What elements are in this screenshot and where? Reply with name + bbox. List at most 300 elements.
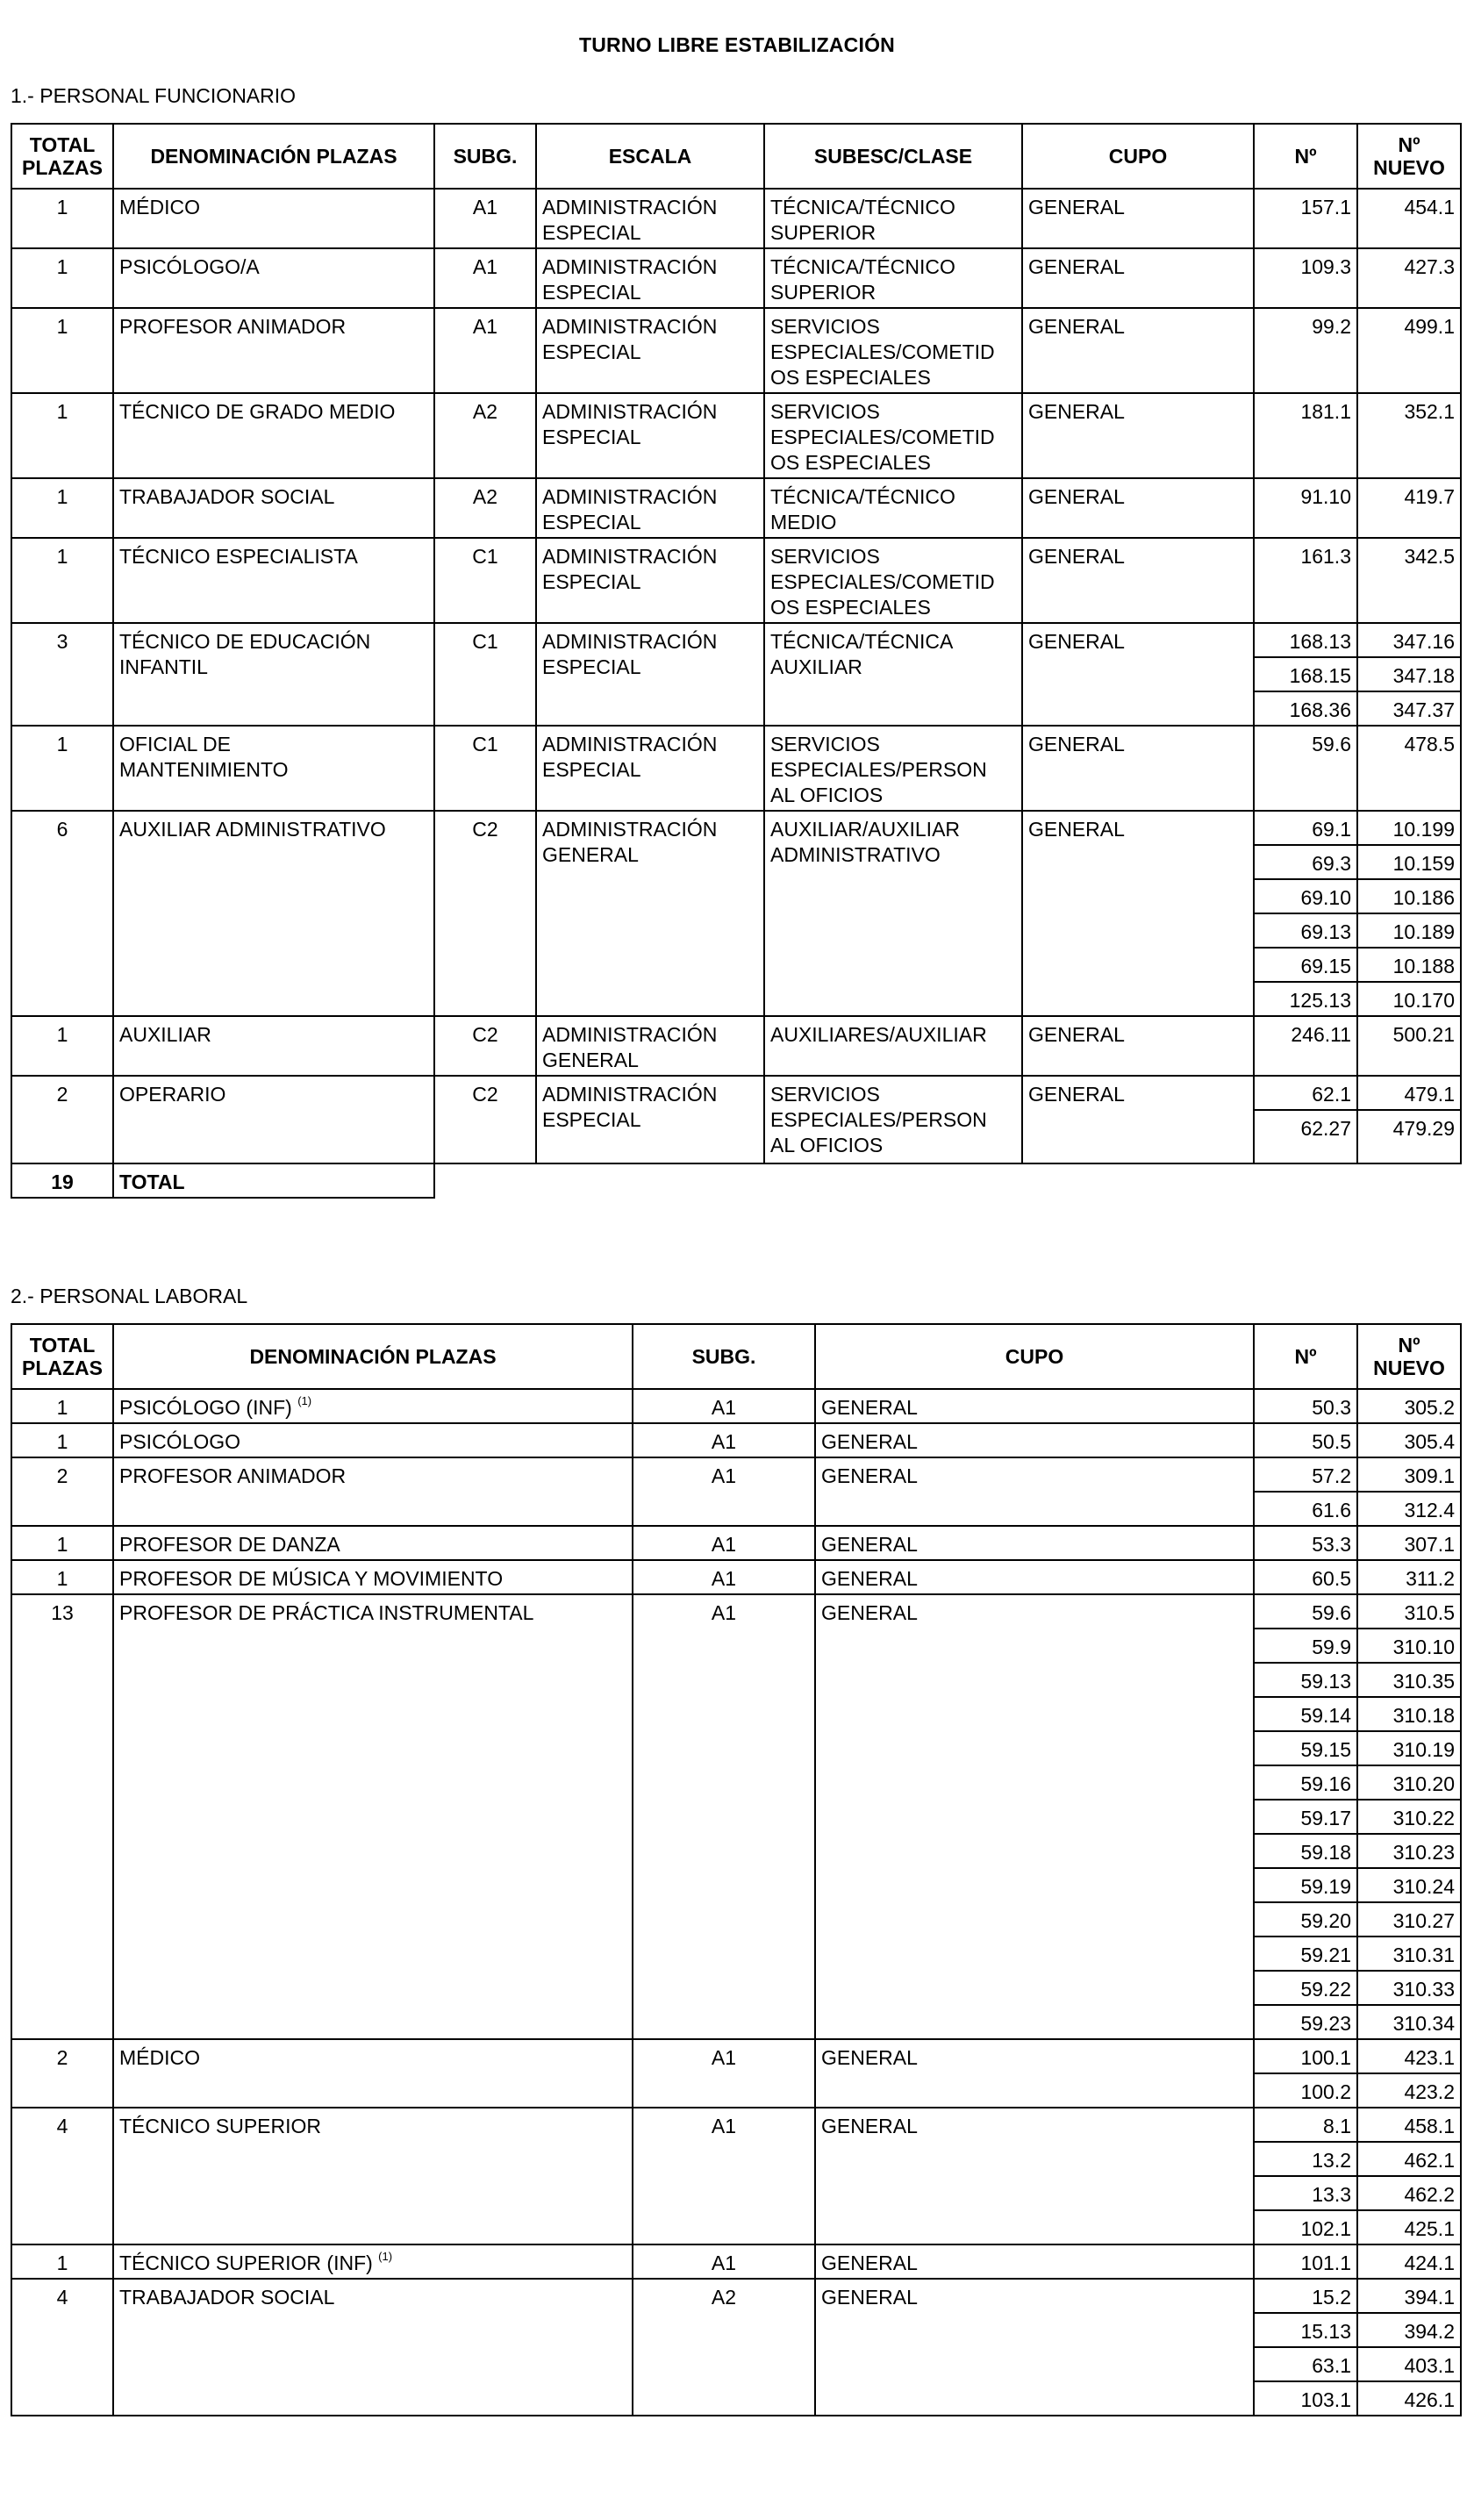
numero-cell: 100.2	[1254, 2073, 1357, 2108]
escala-cell	[536, 811, 764, 1016]
numero-cell: 15.13	[1254, 2313, 1357, 2347]
total-label-cell: TOTAL	[113, 1163, 434, 1198]
numero-cell: 69.10	[1254, 879, 1357, 913]
denominacion-cell: TÉCNICO ESPECIALISTA	[113, 538, 434, 623]
numero-nuevo-cell: 310.31	[1357, 1937, 1461, 1971]
numero-cell: 15.2	[1254, 2279, 1357, 2313]
cupo-cell: GENERAL	[1022, 538, 1254, 623]
numero-nuevo-cell: 419.7	[1357, 478, 1461, 538]
cell-line: MEDIO	[770, 511, 837, 533]
denominacion-text: TRABAJADOR SOCIAL	[119, 2286, 335, 2309]
numero-cell: 59.17	[1254, 1800, 1357, 1834]
cell-line: AUXILIAR	[770, 655, 862, 678]
table-row	[11, 2039, 1461, 2073]
numero-cell: 53.3	[1254, 1526, 1357, 1560]
subgrupo-cell: C1	[434, 726, 536, 811]
numero-cell: 181.1	[1254, 393, 1357, 478]
cupo-cell: GENERAL	[815, 2108, 1254, 2244]
subgrupo-cell: A2	[434, 393, 536, 478]
escala-cell	[536, 726, 764, 811]
laboral-table-body	[11, 1389, 1461, 2416]
numero-cell: 102.1	[1254, 2210, 1357, 2244]
cell-line: ESPECIAL	[542, 426, 641, 448]
numero-cell: 59.14	[1254, 1697, 1357, 1731]
cell-line: AUXILIAR/AUXILIAR	[770, 818, 961, 841]
cell-line: ADMINISTRACIÓN	[542, 196, 718, 218]
denominacion-text: TÉCNICO SUPERIOR	[119, 2115, 322, 2137]
cell-line: ESPECIAL	[542, 655, 641, 678]
subescala-cell	[764, 538, 1022, 623]
denominacion-cell	[113, 1560, 633, 1594]
table-header-row	[11, 1324, 1461, 1389]
header-numero: Nº	[1254, 1324, 1357, 1389]
subgrupo-cell: A1	[633, 1560, 815, 1594]
funcionario-table-body	[11, 189, 1461, 1198]
subescala-cell	[764, 623, 1022, 726]
numero-cell: 62.27	[1254, 1110, 1357, 1163]
numero-nuevo-cell: 307.1	[1357, 1526, 1461, 1560]
subgrupo-cell: C1	[434, 623, 536, 726]
header-cupo: CUPO	[815, 1324, 1254, 1389]
cell-line: SERVICIOS	[770, 400, 880, 423]
denominacion-cell	[113, 1594, 633, 2039]
numero-cell: 69.3	[1254, 845, 1357, 879]
cupo-cell: GENERAL	[815, 2279, 1254, 2416]
table-row	[11, 2108, 1461, 2142]
total-plazas-cell: 1	[11, 1560, 113, 1594]
denominacion-cell: TÉCNICO DE GRADO MEDIO	[113, 393, 434, 478]
subgrupo-cell: A2	[633, 2279, 815, 2416]
numero-nuevo-cell: 10.159	[1357, 845, 1461, 879]
subescala-cell	[764, 811, 1022, 1016]
cell-line: ADMINISTRACIÓN	[542, 485, 718, 508]
laboral-table	[11, 1323, 1462, 2416]
escala-cell	[536, 623, 764, 726]
numero-cell: 59.13	[1254, 1663, 1357, 1697]
numero-cell: 101.1	[1254, 2244, 1357, 2279]
header-total-plazas: TOTAL PLAZAS	[11, 124, 113, 189]
total-plazas-cell: 3	[11, 623, 113, 726]
total-plazas-cell: 2	[11, 1076, 113, 1163]
numero-cell: 59.20	[1254, 1902, 1357, 1937]
cell-line: GENERAL	[542, 1049, 639, 1071]
header-numero-nuevo: Nº NUEVO	[1357, 124, 1461, 189]
cell-line: OS ESPECIALES	[770, 451, 931, 474]
total-plazas-cell: 1	[11, 189, 113, 248]
table-row	[11, 1389, 1461, 1423]
table-row	[11, 189, 1461, 248]
total-value-cell: 19	[11, 1163, 113, 1198]
numero-cell: 100.1	[1254, 2039, 1357, 2073]
numero-nuevo-cell: 394.2	[1357, 2313, 1461, 2347]
total-plazas-cell: 1	[11, 1423, 113, 1457]
denominacion-cell	[113, 1457, 633, 1526]
numero-nuevo-cell: 423.1	[1357, 2039, 1461, 2073]
table-row	[11, 393, 1461, 478]
footnote-marker: (1)	[297, 1394, 312, 1408]
subescala-cell	[764, 393, 1022, 478]
numero-cell: 61.6	[1254, 1492, 1357, 1526]
total-plazas-cell: 1	[11, 726, 113, 811]
total-plazas-cell: 1	[11, 1016, 113, 1076]
cell-line: ADMINISTRACIÓN	[542, 400, 718, 423]
numero-cell: 157.1	[1254, 189, 1357, 248]
cell-line: SERVICIOS	[770, 315, 880, 338]
escala-cell	[536, 189, 764, 248]
denominacion-cell: PSICÓLOGO/A	[113, 248, 434, 308]
table-row	[11, 726, 1461, 811]
cupo-cell: GENERAL	[1022, 478, 1254, 538]
cell-line: ESPECIALES/COMETID	[770, 426, 995, 448]
numero-nuevo-cell: 310.18	[1357, 1697, 1461, 1731]
cell-line: ESPECIAL	[542, 570, 641, 593]
numero-nuevo-cell: 454.1	[1357, 189, 1461, 248]
cupo-cell: GENERAL	[1022, 189, 1254, 248]
cupo-cell: GENERAL	[815, 2039, 1254, 2108]
document-title: TURNO LIBRE ESTABILIZACIÓN	[579, 33, 895, 56]
cell-line: ESPECIAL	[542, 1108, 641, 1131]
cell-line: GENERAL	[542, 843, 639, 866]
cupo-cell: GENERAL	[1022, 811, 1254, 1016]
numero-cell: 59.18	[1254, 1834, 1357, 1868]
numero-cell: 161.3	[1254, 538, 1357, 623]
escala-cell	[536, 538, 764, 623]
numero-nuevo-cell: 478.5	[1357, 726, 1461, 811]
cupo-cell: GENERAL	[815, 1423, 1254, 1457]
numero-cell: 59.16	[1254, 1765, 1357, 1800]
numero-nuevo-cell: 10.170	[1357, 982, 1461, 1016]
numero-nuevo-cell: 309.1	[1357, 1457, 1461, 1492]
cell-line: ESPECIAL	[542, 511, 641, 533]
cell-line: INFANTIL	[119, 655, 208, 678]
subgrupo-cell: A1	[434, 248, 536, 308]
numero-nuevo-cell: 479.1	[1357, 1076, 1461, 1110]
numero-cell: 246.11	[1254, 1016, 1357, 1076]
cupo-cell: GENERAL	[815, 1457, 1254, 1526]
numero-cell: 103.1	[1254, 2381, 1357, 2416]
header-denominacion: DENOMINACIÓN PLAZAS	[113, 1324, 633, 1389]
numero-nuevo-cell: 10.199	[1357, 811, 1461, 845]
cell-line: ADMINISTRACIÓN	[542, 818, 718, 841]
header-cupo: CUPO	[1022, 124, 1254, 189]
numero-nuevo-cell: 310.35	[1357, 1663, 1461, 1697]
cell-line: ADMINISTRACIÓN	[542, 630, 718, 653]
cell-line: SUPERIOR	[770, 221, 877, 244]
numero-nuevo-cell: 394.1	[1357, 2279, 1461, 2313]
numero-nuevo-cell: 310.23	[1357, 1834, 1461, 1868]
empty-cell	[434, 1163, 536, 1198]
table-row	[11, 1594, 1461, 1629]
total-plazas-cell: 13	[11, 1594, 113, 2039]
cupo-cell: GENERAL	[815, 1389, 1254, 1423]
table-row	[11, 538, 1461, 623]
cell-line: ADMINISTRACIÓN	[542, 733, 718, 755]
empty-cell	[764, 1163, 1022, 1198]
numero-nuevo-cell: 500.21	[1357, 1016, 1461, 1076]
cell-line: ESPECIAL	[542, 221, 641, 244]
numero-nuevo-cell: 342.5	[1357, 538, 1461, 623]
table-row	[11, 1560, 1461, 1594]
cell-line: ESPECIALES/PERSON	[770, 758, 987, 781]
subgrupo-cell: C1	[434, 538, 536, 623]
cell-line: SERVICIOS	[770, 1083, 880, 1106]
numero-cell: 69.15	[1254, 948, 1357, 982]
numero-nuevo-cell: 499.1	[1357, 308, 1461, 393]
subgrupo-cell: A1	[633, 1389, 815, 1423]
subgrupo-cell: A2	[434, 478, 536, 538]
numero-cell: 13.2	[1254, 2142, 1357, 2176]
numero-nuevo-cell: 479.29	[1357, 1110, 1461, 1163]
numero-nuevo-cell: 310.20	[1357, 1765, 1461, 1800]
empty-cell	[1254, 1163, 1357, 1198]
denominacion-cell	[113, 726, 434, 811]
numero-nuevo-cell: 310.22	[1357, 1800, 1461, 1834]
header-subgrupo: SUBG.	[434, 124, 536, 189]
denominacion-text: PROFESOR DE DANZA	[119, 1533, 340, 1556]
subescala-cell	[764, 189, 1022, 248]
numero-cell: 57.2	[1254, 1457, 1357, 1492]
subescala-cell	[764, 248, 1022, 308]
cell-line: AUXILIARES/AUXILIAR	[770, 1023, 987, 1046]
numero-cell: 59.22	[1254, 1971, 1357, 2005]
empty-cell	[1022, 1163, 1254, 1198]
numero-cell: 109.3	[1254, 248, 1357, 308]
numero-nuevo-cell: 425.1	[1357, 2210, 1461, 2244]
subgrupo-cell: A1	[633, 1457, 815, 1526]
numero-cell: 59.19	[1254, 1868, 1357, 1902]
subgrupo-cell: A1	[633, 1594, 815, 2039]
cupo-cell: GENERAL	[815, 1560, 1254, 1594]
numero-cell: 59.23	[1254, 2005, 1357, 2039]
table-row	[11, 1076, 1461, 1110]
subescala-cell	[764, 726, 1022, 811]
footnote-marker: (1)	[378, 2250, 393, 2264]
numero-cell: 59.6	[1254, 726, 1357, 811]
subescala-cell	[764, 478, 1022, 538]
numero-cell: 69.13	[1254, 913, 1357, 948]
numero-nuevo-cell: 310.27	[1357, 1902, 1461, 1937]
numero-cell: 125.13	[1254, 982, 1357, 1016]
numero-nuevo-cell: 10.188	[1357, 948, 1461, 982]
cell-line: TÉCNICA/TÉCNICO	[770, 255, 955, 278]
cupo-cell: GENERAL	[1022, 726, 1254, 811]
subgrupo-cell: A1	[633, 1423, 815, 1457]
cell-line: TÉCNICO DE EDUCACIÓN	[119, 630, 371, 653]
header-subgrupo: SUBG.	[633, 1324, 815, 1389]
numero-cell: 62.1	[1254, 1076, 1357, 1110]
numero-cell: 59.15	[1254, 1731, 1357, 1765]
denominacion-cell	[113, 2108, 633, 2244]
subgrupo-cell: C2	[434, 811, 536, 1016]
numero-cell: 168.15	[1254, 657, 1357, 691]
table-row	[11, 2279, 1461, 2313]
section-1-heading: 1.- PERSONAL FUNCIONARIO	[11, 84, 297, 107]
cell-line: SERVICIOS	[770, 733, 880, 755]
numero-nuevo-cell: 310.24	[1357, 1868, 1461, 1902]
numero-cell: 59.9	[1254, 1629, 1357, 1663]
denominacion-cell	[113, 2279, 633, 2416]
numero-nuevo-cell: 352.1	[1357, 393, 1461, 478]
section-2-heading: 2.- PERSONAL LABORAL	[11, 1285, 248, 1307]
denominacion-cell	[113, 2039, 633, 2108]
cell-line: ESPECIAL	[542, 281, 641, 304]
cell-line: TÉCNICA/TÉCNICO	[770, 485, 955, 508]
denominacion-cell: OPERARIO	[113, 1076, 434, 1163]
subgrupo-cell: A1	[434, 189, 536, 248]
numero-nuevo-cell: 310.34	[1357, 2005, 1461, 2039]
cupo-cell: GENERAL	[1022, 248, 1254, 308]
numero-cell: 91.10	[1254, 478, 1357, 538]
total-plazas-cell: 1	[11, 2244, 113, 2279]
escala-cell	[536, 1016, 764, 1076]
denominacion-text: PSICÓLOGO	[119, 1430, 241, 1453]
cupo-cell: GENERAL	[815, 1594, 1254, 2039]
table-row	[11, 248, 1461, 308]
numero-cell: 60.5	[1254, 1560, 1357, 1594]
numero-nuevo-cell: 427.3	[1357, 248, 1461, 308]
total-plazas-cell: 4	[11, 2108, 113, 2244]
numero-nuevo-cell: 10.186	[1357, 879, 1461, 913]
subgrupo-cell: A1	[633, 2244, 815, 2279]
subgrupo-cell: A1	[633, 2108, 815, 2244]
cell-line: ESPECIAL	[542, 758, 641, 781]
numero-cell: 59.21	[1254, 1937, 1357, 1971]
table-row	[11, 811, 1461, 845]
numero-nuevo-cell: 10.189	[1357, 913, 1461, 948]
subescala-cell	[764, 1076, 1022, 1163]
subgrupo-cell: C2	[434, 1016, 536, 1076]
denominacion-text: MÉDICO	[119, 2046, 200, 2069]
numero-nuevo-cell: 311.2	[1357, 1560, 1461, 1594]
escala-cell	[536, 308, 764, 393]
cell-line: OS ESPECIALES	[770, 596, 931, 619]
subgrupo-cell: A1	[633, 2039, 815, 2108]
denominacion-cell	[113, 1423, 633, 1457]
subgrupo-cell: C2	[434, 1076, 536, 1163]
cell-line: TÉCNICA/TÉCNICA	[770, 630, 954, 653]
total-plazas-cell: 4	[11, 2279, 113, 2416]
subescala-cell	[764, 1016, 1022, 1076]
numero-cell: 13.3	[1254, 2176, 1357, 2210]
header-total-plazas: TOTAL PLAZAS	[11, 1324, 113, 1389]
table-row	[11, 478, 1461, 538]
escala-cell	[536, 248, 764, 308]
table-row	[11, 1457, 1461, 1492]
numero-nuevo-cell: 426.1	[1357, 2381, 1461, 2416]
denominacion-cell: AUXILIAR	[113, 1016, 434, 1076]
numero-nuevo-cell: 424.1	[1357, 2244, 1461, 2279]
cell-line: ADMINISTRACIÓN	[542, 255, 718, 278]
cupo-cell: GENERAL	[1022, 393, 1254, 478]
cupo-cell: GENERAL	[815, 2244, 1254, 2279]
table-row	[11, 1526, 1461, 1560]
numero-nuevo-cell: 403.1	[1357, 2347, 1461, 2381]
total-plazas-cell: 1	[11, 478, 113, 538]
total-plazas-cell: 1	[11, 393, 113, 478]
cell-line: AL OFICIOS	[770, 1134, 884, 1156]
cell-line: MANTENIMIENTO	[119, 758, 289, 781]
numero-nuevo-cell: 347.18	[1357, 657, 1461, 691]
table-row	[11, 1423, 1461, 1457]
numero-cell: 99.2	[1254, 308, 1357, 393]
total-plazas-cell: 2	[11, 2039, 113, 2108]
denominacion-cell	[113, 623, 434, 726]
subescala-cell	[764, 308, 1022, 393]
table-row	[11, 623, 1461, 657]
cell-line: ESPECIALES/PERSON	[770, 1108, 987, 1131]
cell-line: ADMINISTRACIÓN	[542, 1083, 718, 1106]
numero-cell: 168.13	[1254, 623, 1357, 657]
cell-line: ESPECIALES/COMETID	[770, 570, 995, 593]
cell-line: OFICIAL DE	[119, 733, 231, 755]
total-plazas-cell: 1	[11, 1526, 113, 1560]
numero-nuevo-cell: 305.4	[1357, 1423, 1461, 1457]
escala-cell	[536, 1076, 764, 1163]
numero-nuevo-cell: 462.1	[1357, 2142, 1461, 2176]
table-row	[11, 1016, 1461, 1076]
denominacion-cell	[113, 2244, 633, 2279]
total-plazas-cell: 1	[11, 308, 113, 393]
cell-line: SERVICIOS	[770, 545, 880, 568]
numero-nuevo-cell: 310.33	[1357, 1971, 1461, 2005]
cupo-cell: GENERAL	[1022, 1076, 1254, 1163]
header-subescala: SUBESC/CLASE	[764, 124, 1022, 189]
denominacion-text: PSICÓLOGO (INF)	[119, 1396, 292, 1419]
denominacion-cell	[113, 1526, 633, 1560]
numero-nuevo-cell: 458.1	[1357, 2108, 1461, 2142]
cupo-cell: GENERAL	[1022, 623, 1254, 726]
denominacion-text: TÉCNICO SUPERIOR (INF)	[119, 2252, 373, 2274]
numero-nuevo-cell: 310.10	[1357, 1629, 1461, 1663]
denominacion-cell: AUXILIAR ADMINISTRATIVO	[113, 811, 434, 1016]
numero-cell: 168.36	[1254, 691, 1357, 726]
numero-nuevo-cell: 310.5	[1357, 1594, 1461, 1629]
funcionario-table	[11, 123, 1462, 1199]
denominacion-cell: MÉDICO	[113, 189, 434, 248]
numero-nuevo-cell: 423.2	[1357, 2073, 1461, 2108]
numero-cell: 63.1	[1254, 2347, 1357, 2381]
numero-cell: 59.6	[1254, 1594, 1357, 1629]
numero-cell: 8.1	[1254, 2108, 1357, 2142]
cell-line: ADMINISTRACIÓN	[542, 545, 718, 568]
cell-line: SUPERIOR	[770, 281, 877, 304]
numero-cell: 50.3	[1254, 1389, 1357, 1423]
numero-nuevo-cell: 312.4	[1357, 1492, 1461, 1526]
numero-nuevo-cell: 347.16	[1357, 623, 1461, 657]
denominacion-text: PROFESOR DE PRÁCTICA INSTRUMENTAL	[119, 1601, 534, 1624]
escala-cell	[536, 393, 764, 478]
escala-cell	[536, 478, 764, 538]
subgrupo-cell: A1	[633, 1526, 815, 1560]
numero-nuevo-cell: 347.37	[1357, 691, 1461, 726]
cell-line: OS ESPECIALES	[770, 366, 931, 389]
cupo-cell: GENERAL	[815, 1526, 1254, 1560]
total-plazas-cell: 6	[11, 811, 113, 1016]
total-plazas-cell: 1	[11, 1389, 113, 1423]
total-row	[11, 1163, 1461, 1198]
denominacion-text: PROFESOR ANIMADOR	[119, 1464, 347, 1487]
cell-line: AL OFICIOS	[770, 784, 884, 806]
header-denominacion: DENOMINACIÓN PLAZAS	[113, 124, 434, 189]
numero-cell: 50.5	[1254, 1423, 1357, 1457]
header-numero-nuevo: Nº NUEVO	[1357, 1324, 1461, 1389]
total-plazas-cell: 1	[11, 538, 113, 623]
header-numero: Nº	[1254, 124, 1357, 189]
subgrupo-cell: A1	[434, 308, 536, 393]
total-plazas-cell: 2	[11, 1457, 113, 1526]
table-header-row	[11, 124, 1461, 189]
cell-line: ADMINISTRATIVO	[770, 843, 941, 866]
